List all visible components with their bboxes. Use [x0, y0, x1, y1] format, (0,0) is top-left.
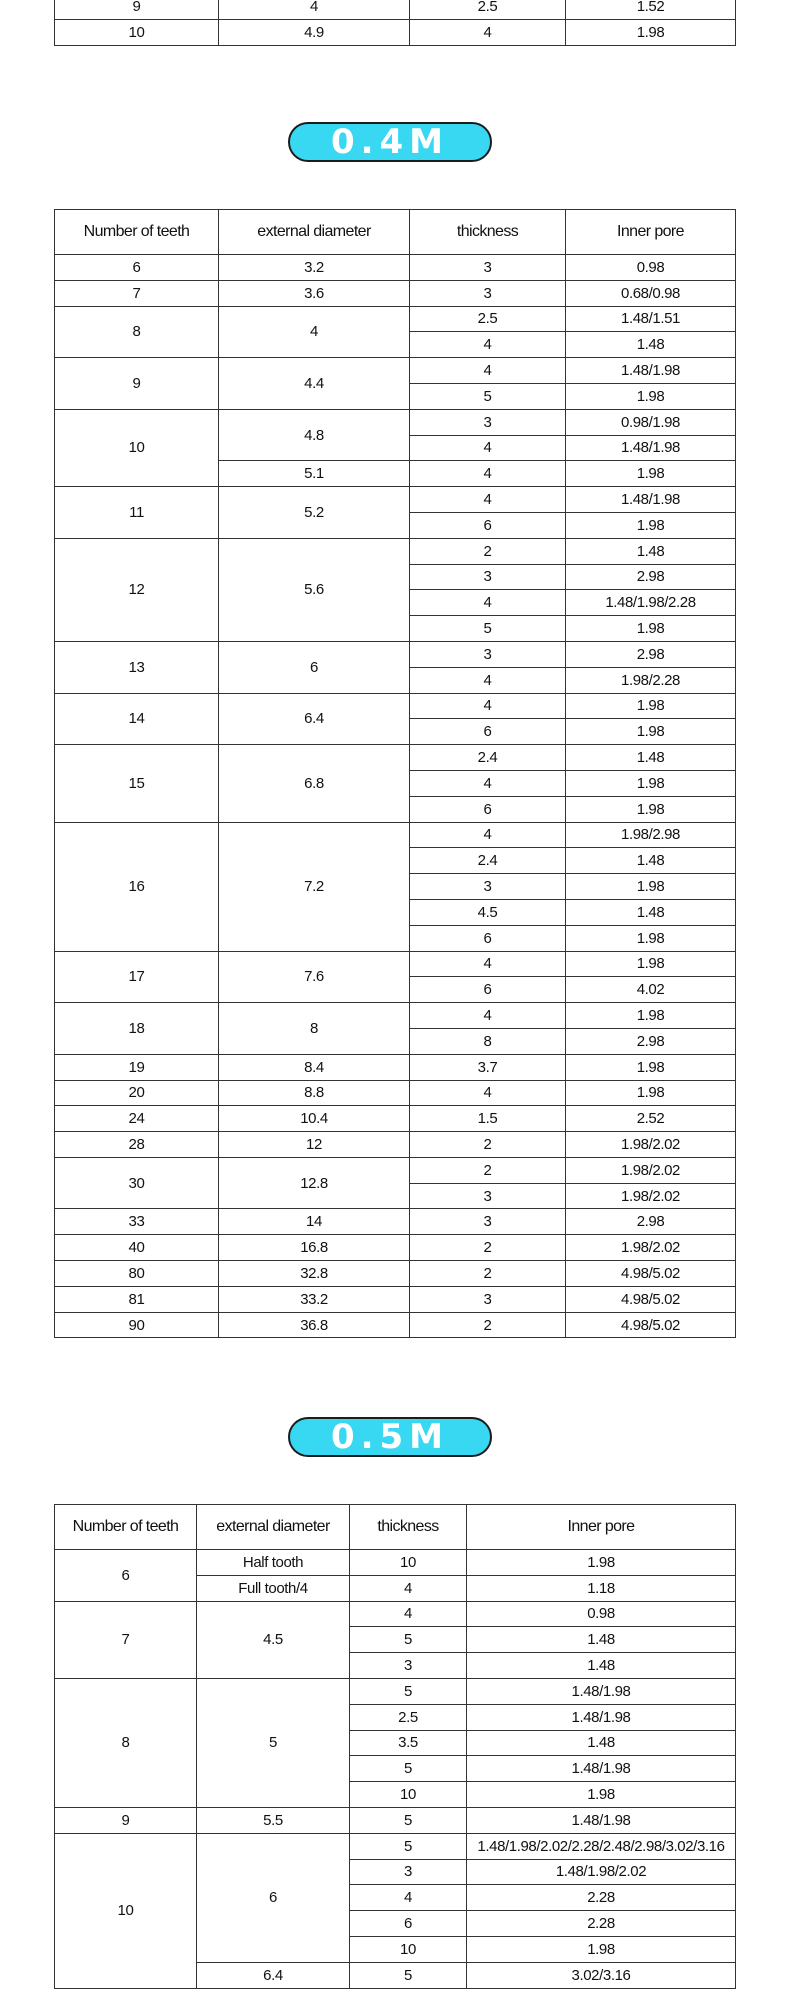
- table-row: [55, 1235, 736, 1261]
- table-row: [55, 409, 736, 435]
- inner-pore-cell: 2.98: [566, 641, 736, 667]
- teeth-cell: 18: [55, 1003, 219, 1055]
- module-05-badge: 0.5M: [288, 1417, 492, 1457]
- diameter-cell: 8.8: [219, 1080, 410, 1106]
- header-diameter: external diameter: [219, 210, 410, 255]
- teeth-cell: 16: [55, 822, 219, 951]
- table-row: [55, 1209, 736, 1235]
- thickness-cell: 4: [410, 358, 566, 384]
- diameter-cell: 4.8: [219, 409, 410, 461]
- thickness-cell: 6: [410, 977, 566, 1003]
- inner-pore-cell: 1.98/2.02: [566, 1235, 736, 1261]
- thickness-cell: 4: [410, 667, 566, 693]
- teeth-cell: 28: [55, 1132, 219, 1158]
- thickness-cell: 10: [350, 1550, 467, 1576]
- teeth-cell: 12: [55, 538, 219, 641]
- table-row: [55, 1003, 736, 1029]
- inner-pore-cell: 1.98: [566, 461, 736, 487]
- thickness-cell: 4: [410, 487, 566, 513]
- table-row: [55, 1678, 736, 1704]
- teeth-cell: 8: [55, 306, 219, 358]
- thickness-cell: 5: [410, 383, 566, 409]
- inner-pore-cell: 1.98: [566, 1003, 736, 1029]
- table-row: [55, 1157, 736, 1183]
- inner-pore-cell: 0.98/1.98: [566, 409, 736, 435]
- thickness-cell: 2.5: [410, 306, 566, 332]
- inner-pore-cell: 1.98/2.02: [566, 1183, 736, 1209]
- teeth-cell: 19: [55, 1054, 219, 1080]
- inner-pore-cell: 1.98: [566, 1080, 736, 1106]
- thickness-cell: 2.5: [410, 0, 566, 20]
- teeth-cell: 80: [55, 1261, 219, 1287]
- inner-pore-cell: 1.98/2.02: [566, 1132, 736, 1158]
- inner-pore-cell: 0.68/0.98: [566, 280, 736, 306]
- inner-pore-cell: 1.98: [566, 796, 736, 822]
- inner-pore-cell: 1.48/1.98: [467, 1807, 736, 1833]
- thickness-cell: 2: [410, 1235, 566, 1261]
- diameter-cell: 3.6: [219, 280, 410, 306]
- inner-pore-cell: 1.98: [566, 1054, 736, 1080]
- header-inner-pore: Inner pore: [566, 210, 736, 255]
- thickness-cell: 6: [410, 925, 566, 951]
- thickness-cell: 2.5: [350, 1704, 467, 1730]
- inner-pore-cell: 1.48: [566, 848, 736, 874]
- teeth-cell: 6: [55, 255, 219, 281]
- inner-pore-cell: 1.48/1.98/2.28: [566, 590, 736, 616]
- thickness-cell: 3: [410, 1183, 566, 1209]
- diameter-cell: 7.6: [219, 951, 410, 1003]
- inner-pore-cell: 1.48/1.98: [566, 358, 736, 384]
- teeth-cell: 10: [55, 409, 219, 486]
- diameter-cell: 12: [219, 1132, 410, 1158]
- teeth-cell: 10: [55, 1833, 197, 1988]
- inner-pore-cell: 2.28: [467, 1885, 736, 1911]
- table-row: [55, 1261, 736, 1287]
- inner-pore-cell: 1.52: [566, 0, 736, 20]
- inner-pore-cell: 2.98: [566, 1209, 736, 1235]
- inner-pore-cell: 1.98: [467, 1550, 736, 1576]
- table-row: [55, 1286, 736, 1312]
- inner-pore-cell: 1.48: [467, 1653, 736, 1679]
- header-diameter: external diameter: [197, 1505, 350, 1550]
- table-row: [55, 255, 736, 281]
- table-row: [55, 693, 736, 719]
- table-row: [55, 822, 736, 848]
- table-row: [55, 487, 736, 513]
- teeth-cell: 9: [55, 1807, 197, 1833]
- header-inner-pore: Inner pore: [467, 1505, 736, 1550]
- inner-pore-cell: 1.48/1.98: [467, 1678, 736, 1704]
- thickness-cell: 4: [350, 1885, 467, 1911]
- table-row: [55, 1312, 736, 1338]
- module-04-badge: 0.4M: [288, 122, 492, 162]
- header-teeth: Number of teeth: [55, 210, 219, 255]
- diameter-cell: 4.5: [197, 1601, 350, 1678]
- inner-pore-cell: 1.48/1.98: [467, 1704, 736, 1730]
- table-row: [55, 1833, 736, 1859]
- table-row: [55, 1601, 736, 1627]
- thickness-cell: 5: [350, 1833, 467, 1859]
- inner-pore-cell: 4.98/5.02: [566, 1312, 736, 1338]
- thickness-cell: 4: [410, 461, 566, 487]
- inner-pore-cell: 1.48/1.98: [467, 1756, 736, 1782]
- diameter-cell: 5: [197, 1678, 350, 1807]
- inner-pore-cell: 1.98/2.28: [566, 667, 736, 693]
- thickness-cell: 4: [410, 1080, 566, 1106]
- thickness-cell: 4: [410, 770, 566, 796]
- table-row: [55, 1106, 736, 1132]
- inner-pore-cell: 1.98/2.02: [566, 1157, 736, 1183]
- diameter-cell: 4: [219, 0, 410, 20]
- inner-pore-cell: 1.98: [566, 693, 736, 719]
- diameter-cell: 10.4: [219, 1106, 410, 1132]
- teeth-cell: 7: [55, 1601, 197, 1678]
- table-row: [55, 538, 736, 564]
- diameter-cell: 16.8: [219, 1235, 410, 1261]
- teeth-cell: 9: [55, 358, 219, 410]
- table-row: [55, 1550, 736, 1576]
- diameter-cell: 4.4: [219, 358, 410, 410]
- inner-pore-cell: 1.98: [566, 925, 736, 951]
- inner-pore-cell: 4.98/5.02: [566, 1261, 736, 1287]
- inner-pore-cell: 4.98/5.02: [566, 1286, 736, 1312]
- inner-pore-cell: 1.98: [566, 874, 736, 900]
- teeth-cell: 9: [55, 0, 219, 20]
- thickness-cell: 3: [410, 1286, 566, 1312]
- teeth-cell: 24: [55, 1106, 219, 1132]
- teeth-cell: 11: [55, 487, 219, 539]
- thickness-cell: 5: [350, 1807, 467, 1833]
- inner-pore-cell: 1.48/1.51: [566, 306, 736, 332]
- table-row: [55, 1054, 736, 1080]
- diameter-cell: 6.4: [197, 1962, 350, 1988]
- inner-pore-cell: 1.98: [566, 719, 736, 745]
- thickness-cell: 6: [410, 512, 566, 538]
- table-row: [55, 280, 736, 306]
- table-row: [55, 745, 736, 771]
- thickness-cell: 2: [410, 1312, 566, 1338]
- thickness-cell: 4: [410, 822, 566, 848]
- inner-pore-cell: 0.98: [467, 1601, 736, 1627]
- thickness-cell: 2: [410, 538, 566, 564]
- thickness-cell: 2.4: [410, 848, 566, 874]
- thickness-cell: 2.4: [410, 745, 566, 771]
- table-row: [55, 0, 736, 20]
- thickness-cell: 3: [410, 409, 566, 435]
- teeth-cell: 40: [55, 1235, 219, 1261]
- teeth-cell: 8: [55, 1678, 197, 1807]
- header-teeth: Number of teeth: [55, 1505, 197, 1550]
- diameter-cell: 14: [219, 1209, 410, 1235]
- thickness-cell: 6: [410, 796, 566, 822]
- thickness-cell: 4.5: [410, 899, 566, 925]
- thickness-cell: 4: [410, 332, 566, 358]
- thickness-cell: 5: [350, 1678, 467, 1704]
- diameter-cell: 5.2: [219, 487, 410, 539]
- thickness-cell: 3.5: [350, 1730, 467, 1756]
- diameter-cell: 4.9: [219, 20, 410, 46]
- diameter-cell: 5.5: [197, 1807, 350, 1833]
- table-row: [55, 1807, 736, 1833]
- module-04-table: [54, 209, 736, 1338]
- teeth-cell: 30: [55, 1157, 219, 1209]
- inner-pore-cell: 2.98: [566, 1028, 736, 1054]
- inner-pore-cell: 0.98: [566, 255, 736, 281]
- thickness-cell: 3: [410, 255, 566, 281]
- module-05-table: [54, 1504, 736, 1989]
- top-table: [54, 0, 736, 46]
- diameter-cell: 6: [197, 1833, 350, 1962]
- inner-pore-cell: 1.48: [566, 899, 736, 925]
- teeth-cell: 20: [55, 1080, 219, 1106]
- teeth-cell: 33: [55, 1209, 219, 1235]
- inner-pore-cell: 1.98: [566, 20, 736, 46]
- diameter-cell: 32.8: [219, 1261, 410, 1287]
- thickness-cell: 4: [410, 20, 566, 46]
- thickness-cell: 4: [410, 1003, 566, 1029]
- inner-pore-cell: 3.02/3.16: [467, 1962, 736, 1988]
- thickness-cell: 2: [410, 1157, 566, 1183]
- table-row: [55, 641, 736, 667]
- thickness-cell: 3: [410, 874, 566, 900]
- thickness-cell: 5: [350, 1627, 467, 1653]
- thickness-cell: 4: [350, 1601, 467, 1627]
- diameter-cell: Half tooth: [197, 1550, 350, 1576]
- diameter-cell: 6.8: [219, 745, 410, 822]
- inner-pore-cell: 4.02: [566, 977, 736, 1003]
- inner-pore-cell: 1.48/1.98: [566, 487, 736, 513]
- inner-pore-cell: 1.48/1.98: [566, 435, 736, 461]
- inner-pore-cell: 2.28: [467, 1911, 736, 1937]
- diameter-cell: 5.6: [219, 538, 410, 641]
- inner-pore-cell: 1.48/1.98/2.02/2.28/2.48/2.98/3.02/3.16: [467, 1833, 736, 1859]
- thickness-cell: 10: [350, 1936, 467, 1962]
- header-thickness: thickness: [410, 210, 566, 255]
- inner-pore-cell: 1.98: [467, 1782, 736, 1808]
- teeth-cell: 17: [55, 951, 219, 1003]
- table-row: [55, 358, 736, 384]
- thickness-cell: 4: [350, 1575, 467, 1601]
- table-row: [55, 20, 736, 46]
- thickness-cell: 3: [410, 564, 566, 590]
- header-thickness: thickness: [350, 1505, 467, 1550]
- thickness-cell: 1.5: [410, 1106, 566, 1132]
- inner-pore-cell: 1.48: [467, 1730, 736, 1756]
- inner-pore-cell: 1.18: [467, 1575, 736, 1601]
- table-row: [55, 1080, 736, 1106]
- thickness-cell: 3: [350, 1859, 467, 1885]
- thickness-cell: 3: [410, 280, 566, 306]
- thickness-cell: 2: [410, 1261, 566, 1287]
- teeth-cell: 81: [55, 1286, 219, 1312]
- diameter-cell: 6: [219, 641, 410, 693]
- thickness-cell: 3: [410, 1209, 566, 1235]
- diameter-cell: 8: [219, 1003, 410, 1055]
- thickness-cell: 3.7: [410, 1054, 566, 1080]
- inner-pore-cell: 1.98: [566, 512, 736, 538]
- inner-pore-cell: 1.98: [566, 616, 736, 642]
- diameter-cell: 7.2: [219, 822, 410, 951]
- inner-pore-cell: 1.48: [566, 332, 736, 358]
- diameter-cell: 36.8: [219, 1312, 410, 1338]
- inner-pore-cell: 1.48: [566, 538, 736, 564]
- diameter-cell: Full tooth/4: [197, 1575, 350, 1601]
- thickness-cell: 3: [410, 641, 566, 667]
- inner-pore-cell: 1.98: [566, 770, 736, 796]
- teeth-cell: 10: [55, 20, 219, 46]
- diameter-cell: 12.8: [219, 1157, 410, 1209]
- teeth-cell: 7: [55, 280, 219, 306]
- table-row: [55, 1132, 736, 1158]
- inner-pore-cell: 1.98: [566, 383, 736, 409]
- thickness-cell: 8: [410, 1028, 566, 1054]
- diameter-cell: 6.4: [219, 693, 410, 745]
- table-row: [55, 951, 736, 977]
- thickness-cell: 6: [350, 1911, 467, 1937]
- thickness-cell: 5: [350, 1756, 467, 1782]
- thickness-cell: 4: [410, 951, 566, 977]
- diameter-cell: 8.4: [219, 1054, 410, 1080]
- thickness-cell: 5: [410, 616, 566, 642]
- teeth-cell: 6: [55, 1550, 197, 1602]
- inner-pore-cell: 2.52: [566, 1106, 736, 1132]
- inner-pore-cell: 1.98/2.98: [566, 822, 736, 848]
- thickness-cell: 10: [350, 1782, 467, 1808]
- thickness-cell: 4: [410, 590, 566, 616]
- teeth-cell: 15: [55, 745, 219, 822]
- inner-pore-cell: 1.98: [566, 951, 736, 977]
- inner-pore-cell: 1.98: [467, 1936, 736, 1962]
- diameter-cell: 33.2: [219, 1286, 410, 1312]
- diameter-cell: 4: [219, 306, 410, 358]
- teeth-cell: 90: [55, 1312, 219, 1338]
- diameter-cell: 3.2: [219, 255, 410, 281]
- inner-pore-cell: 1.48/1.98/2.02: [467, 1859, 736, 1885]
- thickness-cell: 2: [410, 1132, 566, 1158]
- inner-pore-cell: 1.48: [467, 1627, 736, 1653]
- thickness-cell: 5: [350, 1962, 467, 1988]
- inner-pore-cell: 2.98: [566, 564, 736, 590]
- teeth-cell: 13: [55, 641, 219, 693]
- thickness-cell: 6: [410, 719, 566, 745]
- thickness-cell: 4: [410, 693, 566, 719]
- inner-pore-cell: 1.48: [566, 745, 736, 771]
- thickness-cell: 4: [410, 435, 566, 461]
- table-row: [55, 306, 736, 332]
- teeth-cell: 14: [55, 693, 219, 745]
- thickness-cell: 3: [350, 1653, 467, 1679]
- diameter-cell: 5.1: [219, 461, 410, 487]
